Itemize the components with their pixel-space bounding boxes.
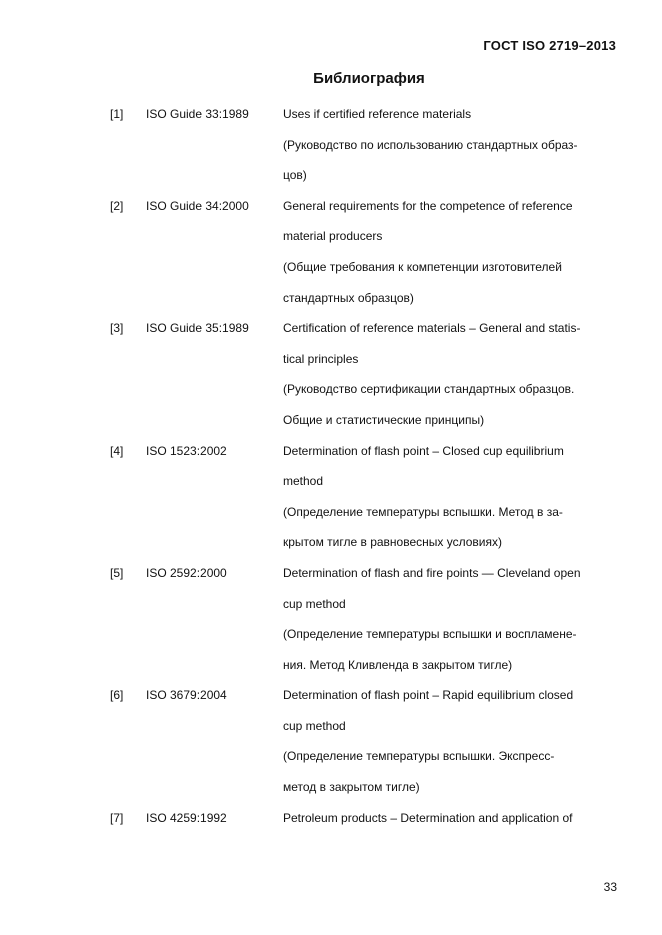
- bibliography-entry: [0, 436, 662, 558]
- page-title: Библиография: [313, 70, 425, 87]
- entry-standard: ISO 1523:2002: [146, 443, 227, 458]
- bibliography-entry: [0, 803, 662, 834]
- description-line: ния. Метод Кливленда в закрытом тигле): [283, 657, 513, 672]
- description-line: крытом тигле в равновесных условиях): [283, 535, 502, 550]
- description-line: Determination of flash point – Rapid equilibrium closed: [283, 688, 574, 703]
- description-line: (Общие требования к компетенции изготовителей: [283, 259, 562, 274]
- bibliography-entry: [0, 191, 662, 313]
- entry-number: [5]: [110, 565, 124, 580]
- description-line: Determination of flash and fire points — Cleveland open: [283, 565, 581, 580]
- document-code-header: ГОСТ ISO 2719–2013: [483, 38, 616, 53]
- entry-standard: ISO 4259:1992: [146, 810, 227, 825]
- entry-description: [283, 558, 613, 680]
- description-line: (Определение температуры вспышки. Экспресс-: [283, 749, 555, 764]
- entry-standard: ISO 2592:2000: [146, 565, 227, 580]
- description-line: material producers: [283, 229, 383, 244]
- description-line: (Руководство сертификации стандартных образцов.: [283, 382, 575, 397]
- entry-description: [283, 680, 613, 802]
- description-line: (Определение температуры вспышки. Метод в за-: [283, 504, 563, 519]
- entry-number: [4]: [110, 443, 124, 458]
- entry-number: [2]: [110, 198, 124, 213]
- entry-number: [7]: [110, 810, 124, 825]
- entry-description: [283, 191, 613, 313]
- bibliography-entry: [0, 313, 662, 435]
- entry-number: [6]: [110, 688, 124, 703]
- description-line: Determination of flash point – Closed cup equilibrium: [283, 443, 564, 458]
- entry-standard: ISO Guide 33:1989: [146, 107, 249, 121]
- description-line: Petroleum products – Determination and application of: [283, 810, 573, 825]
- entry-standard: ISO Guide 34:2000: [146, 198, 249, 213]
- description-line: cup method: [283, 596, 346, 611]
- description-line: Certification of reference materials – General and statis-: [283, 321, 581, 336]
- bibliography-entry: [0, 558, 662, 680]
- entry-description: [283, 803, 613, 834]
- description-line: метод в закрытом тигле): [283, 780, 420, 795]
- page-number: 33: [603, 880, 617, 894]
- description-line: Uses if certified reference materials: [283, 107, 472, 121]
- description-line: стандартных образцов): [283, 290, 414, 305]
- entry-number: [3]: [110, 321, 124, 336]
- entry-description: [283, 436, 613, 558]
- description-line: (Руководство по использованию стандартных образ-: [283, 137, 578, 152]
- description-line: General requirements for the competence of reference: [283, 198, 573, 213]
- entry-standard: ISO Guide 35:1989: [146, 321, 249, 336]
- bibliography-list: [0, 99, 662, 833]
- description-line: (Определение температуры вспышки и воспламене-: [283, 627, 577, 642]
- entry-standard: ISO 3679:2004: [146, 688, 227, 703]
- entry-number: [1]: [110, 107, 124, 121]
- description-line: Общие и статистические принципы): [283, 412, 485, 427]
- description-line: cup method: [283, 718, 346, 733]
- entry-description: [283, 99, 613, 191]
- bibliography-entry: [0, 99, 662, 191]
- description-line: цов): [283, 168, 307, 183]
- entry-description: [283, 313, 613, 435]
- description-line: method: [283, 474, 324, 489]
- bibliography-entry: [0, 680, 662, 802]
- description-line: tical principles: [283, 351, 359, 366]
